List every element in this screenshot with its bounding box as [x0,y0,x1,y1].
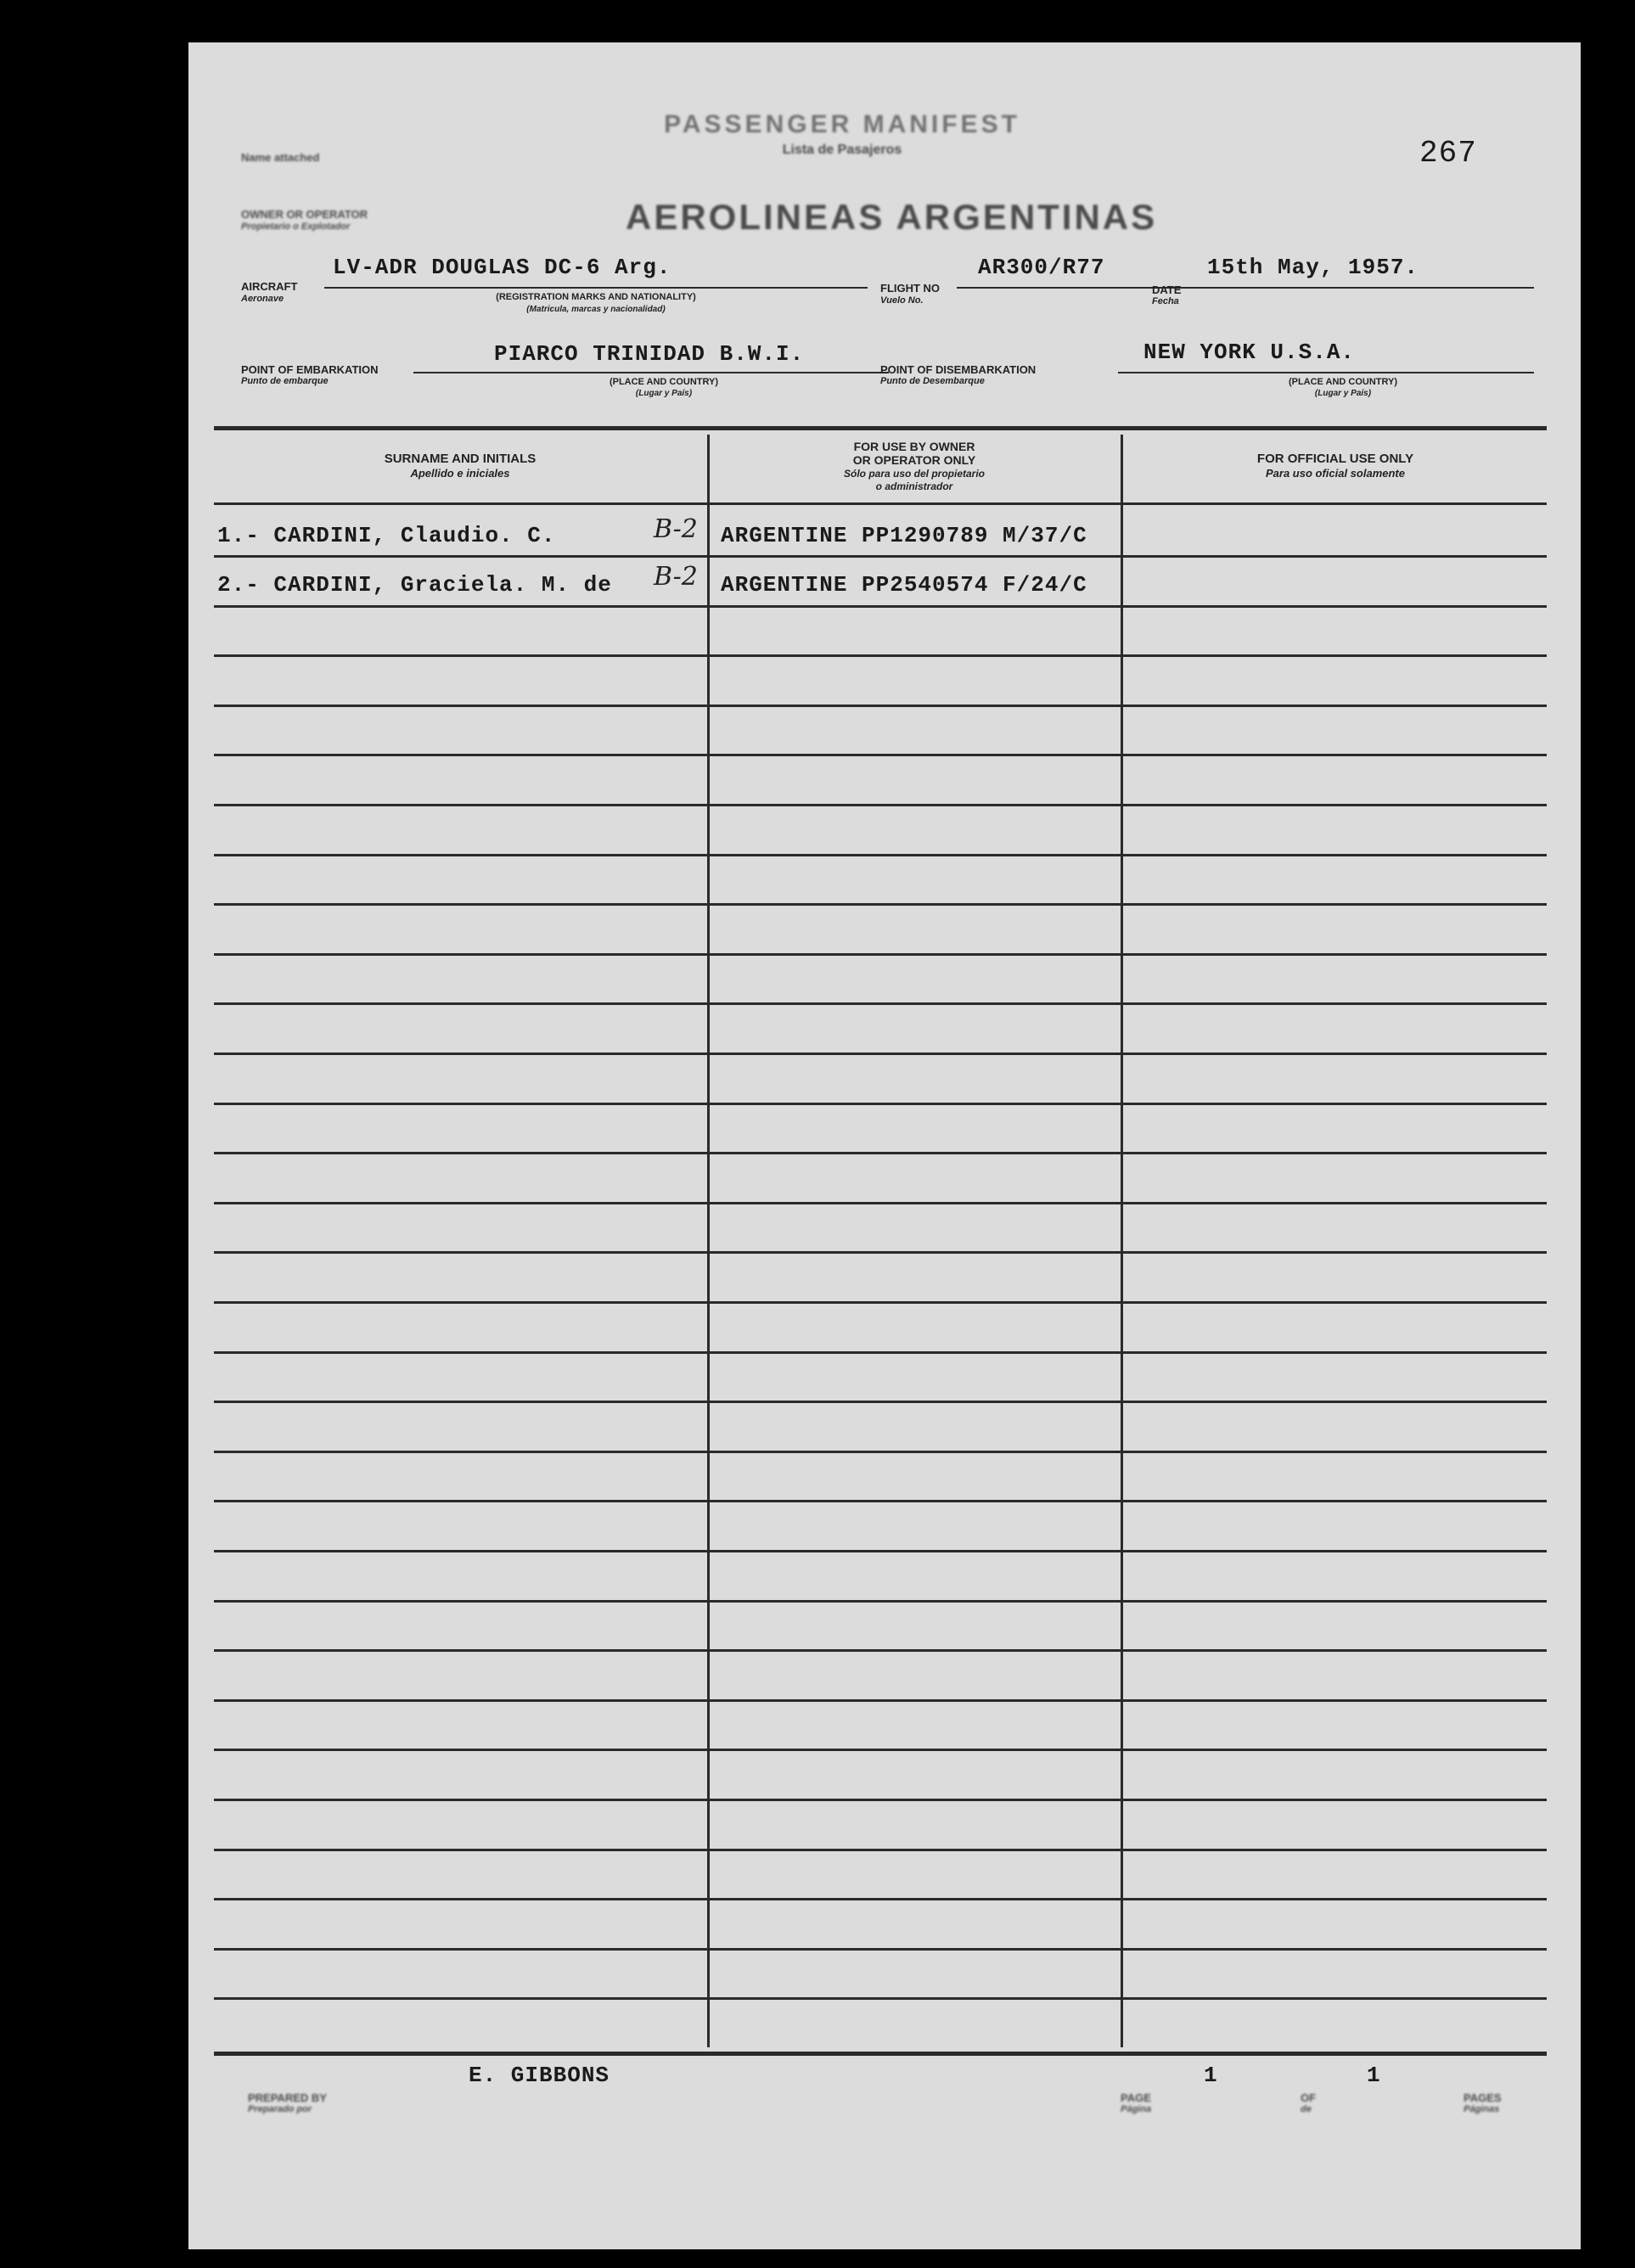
ruled-line [214,1451,1547,1453]
embark-caption: (PLACE AND COUNTRY) [609,377,719,387]
passenger-1-name: 1.- CARDINI, Claudio. C. [217,523,556,548]
manifest-title: PASSENGER MANIFEST [664,110,1020,138]
col-header-owner-es-2: o administrador [875,480,953,492]
owner-label: OWNER OR OPERATOR [241,208,368,221]
col-header-official: FOR OFFICIAL USE ONLY [1256,452,1414,466]
ruled-line [214,1699,1547,1702]
flight-value: AR300/R77 [978,255,1105,280]
disembark-caption: (PLACE AND COUNTRY) [1288,377,1398,387]
aircraft-underline [324,287,868,289]
col-header-owner-2: OR OPERATOR ONLY [852,453,976,467]
page-value: 1 [1204,2063,1218,2088]
prepared-label-es: Preparado por [248,2104,312,2114]
date-underline [1194,287,1534,289]
disembark-label-es: Punto de Desembarque [880,376,985,386]
top-left-note: Name attached [241,151,320,164]
col-header-name-es: Apellido e iniciales [410,467,510,480]
ruled-line [214,605,1547,608]
table-bottom-border [214,2052,1547,2056]
pages-label: PAGES [1464,2091,1502,2104]
ruled-line [214,1103,1547,1105]
ruled-line [214,1202,1547,1204]
ruled-line [214,1749,1547,1751]
ruled-line [214,854,1547,856]
passenger-1-handwritten-mark: B-2 [654,514,698,544]
passenger-2-name: 2.- CARDINI, Graciela. M. de [217,572,612,598]
flight-label: FLIGHT NO [880,282,941,295]
column-divider-1 [707,435,710,2047]
disembark-caption-es: (Lugar y País) [1314,389,1372,398]
col-header-name: SURNAME AND INITIALS [384,452,537,466]
ruled-line [214,903,1547,906]
col-header-owner-1: FOR USE BY OWNER [853,440,975,453]
embark-underline [413,372,889,373]
manifest-subtitle: Lista de Pasajeros [782,143,902,157]
pages-label-es: Páginas [1464,2104,1500,2114]
embark-label: POINT OF EMBARKATION [241,363,379,376]
owner-label-es: Propietario o Explotador [241,222,351,232]
aircraft-label: AIRCRAFT [241,280,298,293]
passenger-1-info: ARGENTINE PP1290789 M/37/C [721,523,1087,548]
ruled-line [214,1600,1547,1603]
date-value: 15th May, 1957. [1207,255,1419,280]
column-divider-2 [1121,435,1123,2047]
of-label-es: de [1301,2104,1312,2114]
page-label: PAGE [1121,2091,1151,2104]
ruled-line [214,1301,1547,1304]
ruled-line [214,654,1547,657]
col-header-owner-es-1: Sólo para uso del propietario [843,468,986,480]
ruled-line [214,804,1547,806]
page-number: 267 [1419,136,1477,171]
passenger-2-handwritten-mark: B-2 [654,562,698,592]
ruled-line [214,1649,1547,1652]
ruled-line [214,1550,1547,1552]
ruled-line [214,1948,1547,1951]
ruled-line [214,1799,1547,1801]
ruled-line [214,953,1547,956]
prepared-value: E. GIBBONS [469,2063,610,2088]
ruled-line [214,555,1547,558]
passenger-2-info: ARGENTINE PP2540574 F/24/C [721,572,1087,598]
ruled-line [214,1500,1547,1502]
aircraft-value: LV-ADR DOUGLAS DC-6 Arg. [333,255,671,280]
aircraft-caption: (REGISTRATION MARKS AND NATIONALITY) [496,292,696,302]
embark-caption-es: (Lugar y País) [635,389,693,398]
col-header-official-es: Para uso oficial solamente [1265,467,1405,480]
ruled-line [214,1849,1547,1851]
ruled-line [214,1401,1547,1403]
ruled-line [214,1002,1547,1005]
ruled-line [214,1351,1547,1354]
prepared-label: PREPARED BY [248,2091,327,2104]
disembark-value: NEW YORK U.S.A. [1143,340,1356,365]
date-label-es: Fecha [1152,296,1179,306]
ruled-line [214,1251,1547,1254]
aircraft-label-es: Aeronave [241,294,284,304]
ruled-line [214,1898,1547,1900]
header-bottom-rule [214,502,1547,505]
ruled-line [214,1152,1547,1154]
manifest-sheet [188,42,1581,2249]
page-label-es: Página [1121,2104,1152,2114]
embark-label-es: Punto de embarque [241,376,329,386]
ruled-line [214,1053,1547,1055]
ruled-line [214,1997,1547,2000]
ruled-line [214,705,1547,707]
date-label: DATE [1152,284,1182,296]
ruled-line [214,754,1547,756]
of-value: 1 [1367,2063,1381,2088]
embark-value: PIARCO TRINIDAD B.W.I. [494,341,805,367]
table-top-border [214,426,1547,430]
flight-label-es: Vuelo No. [880,295,924,306]
of-label: OF [1301,2091,1317,2104]
owner-value: AEROLINEAS ARGENTINAS [626,197,1158,237]
aircraft-caption-es: (Matricula, marcas y nacionalidad) [526,305,666,314]
disembark-label: POINT OF DISEMBARKATION [880,363,1037,376]
disembark-underline [1118,372,1534,373]
